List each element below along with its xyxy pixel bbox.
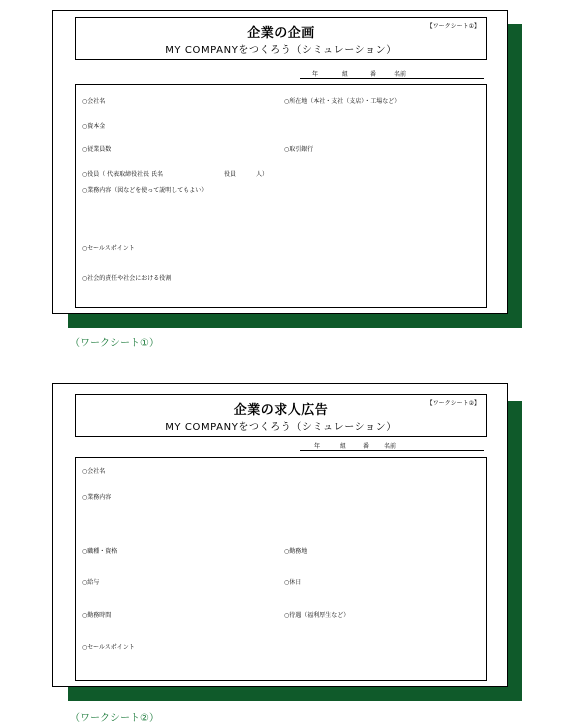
year-label: 年 (312, 71, 319, 78)
sheet-subtitle: MY COMPANYをつくろう（シミュレーション） (165, 422, 397, 433)
field-business: ○業務内容（図などを使って説明してもよい） (82, 187, 208, 194)
class-label: 組 (342, 71, 349, 78)
worksheet-1 (52, 10, 522, 330)
field-officers: ○役員（ 代表取締役社長 氏名 (82, 171, 164, 178)
number-label: 番 (363, 443, 370, 450)
name-label: 名前 (384, 443, 397, 450)
student-info-line (300, 441, 484, 451)
sheet-label: 【ワークシート①】 (426, 23, 480, 30)
field-responsibility: ○社会的責任や社会における役割 (82, 275, 172, 282)
sheet-label: 【ワークシート②】 (426, 400, 480, 407)
field-company-name: ○会社名 (82, 468, 106, 475)
field-capital: ○資本金 (82, 123, 106, 130)
sheet-page (52, 383, 508, 687)
sheet-page (52, 10, 508, 314)
content-box (75, 84, 487, 308)
caption-2: （ワークシート②） (70, 713, 159, 724)
field-salary: ○給与 (82, 579, 100, 586)
field-employees: ○従業員数 (82, 146, 112, 153)
field-location: ○所在地（本社・支社（支店）・工場など） (284, 98, 401, 105)
year-label: 年 (314, 443, 321, 450)
sheet-header (75, 17, 487, 60)
field-sales-point: ○セールスポイント (82, 644, 135, 651)
field-job-qualification: ○職種・資格 (82, 548, 118, 555)
student-info-line (300, 69, 484, 79)
sheet-title: 企業の企画 (247, 26, 315, 41)
class-label: 組 (340, 443, 347, 450)
field-working-hours: ○勤務時間 (82, 612, 112, 619)
field-sales-point: ○セールスポイント (82, 245, 135, 252)
field-workplace: ○勤務地 (284, 548, 308, 555)
sheet-title: 企業の求人広告 (233, 403, 329, 418)
field-holidays: ○休日 (284, 579, 302, 586)
worksheet-2 (52, 383, 522, 703)
field-benefits: ○待遇（福利厚生など） (284, 612, 350, 619)
caption-1: （ワークシート①） (70, 338, 159, 349)
sheet-subtitle: MY COMPANYをつくろう（シミュレーション） (165, 45, 397, 56)
field-bank: ○取引銀行 (284, 146, 314, 153)
field-business: ○業務内容 (82, 494, 112, 501)
number-label: 番 (370, 71, 377, 78)
name-label: 名前 (394, 71, 407, 78)
field-officers-count: 役員 (224, 171, 237, 178)
sheet-header (75, 394, 487, 437)
field-company-name: ○会社名 (82, 98, 106, 105)
content-box (75, 457, 487, 681)
field-officers-unit: 人） (256, 171, 269, 178)
